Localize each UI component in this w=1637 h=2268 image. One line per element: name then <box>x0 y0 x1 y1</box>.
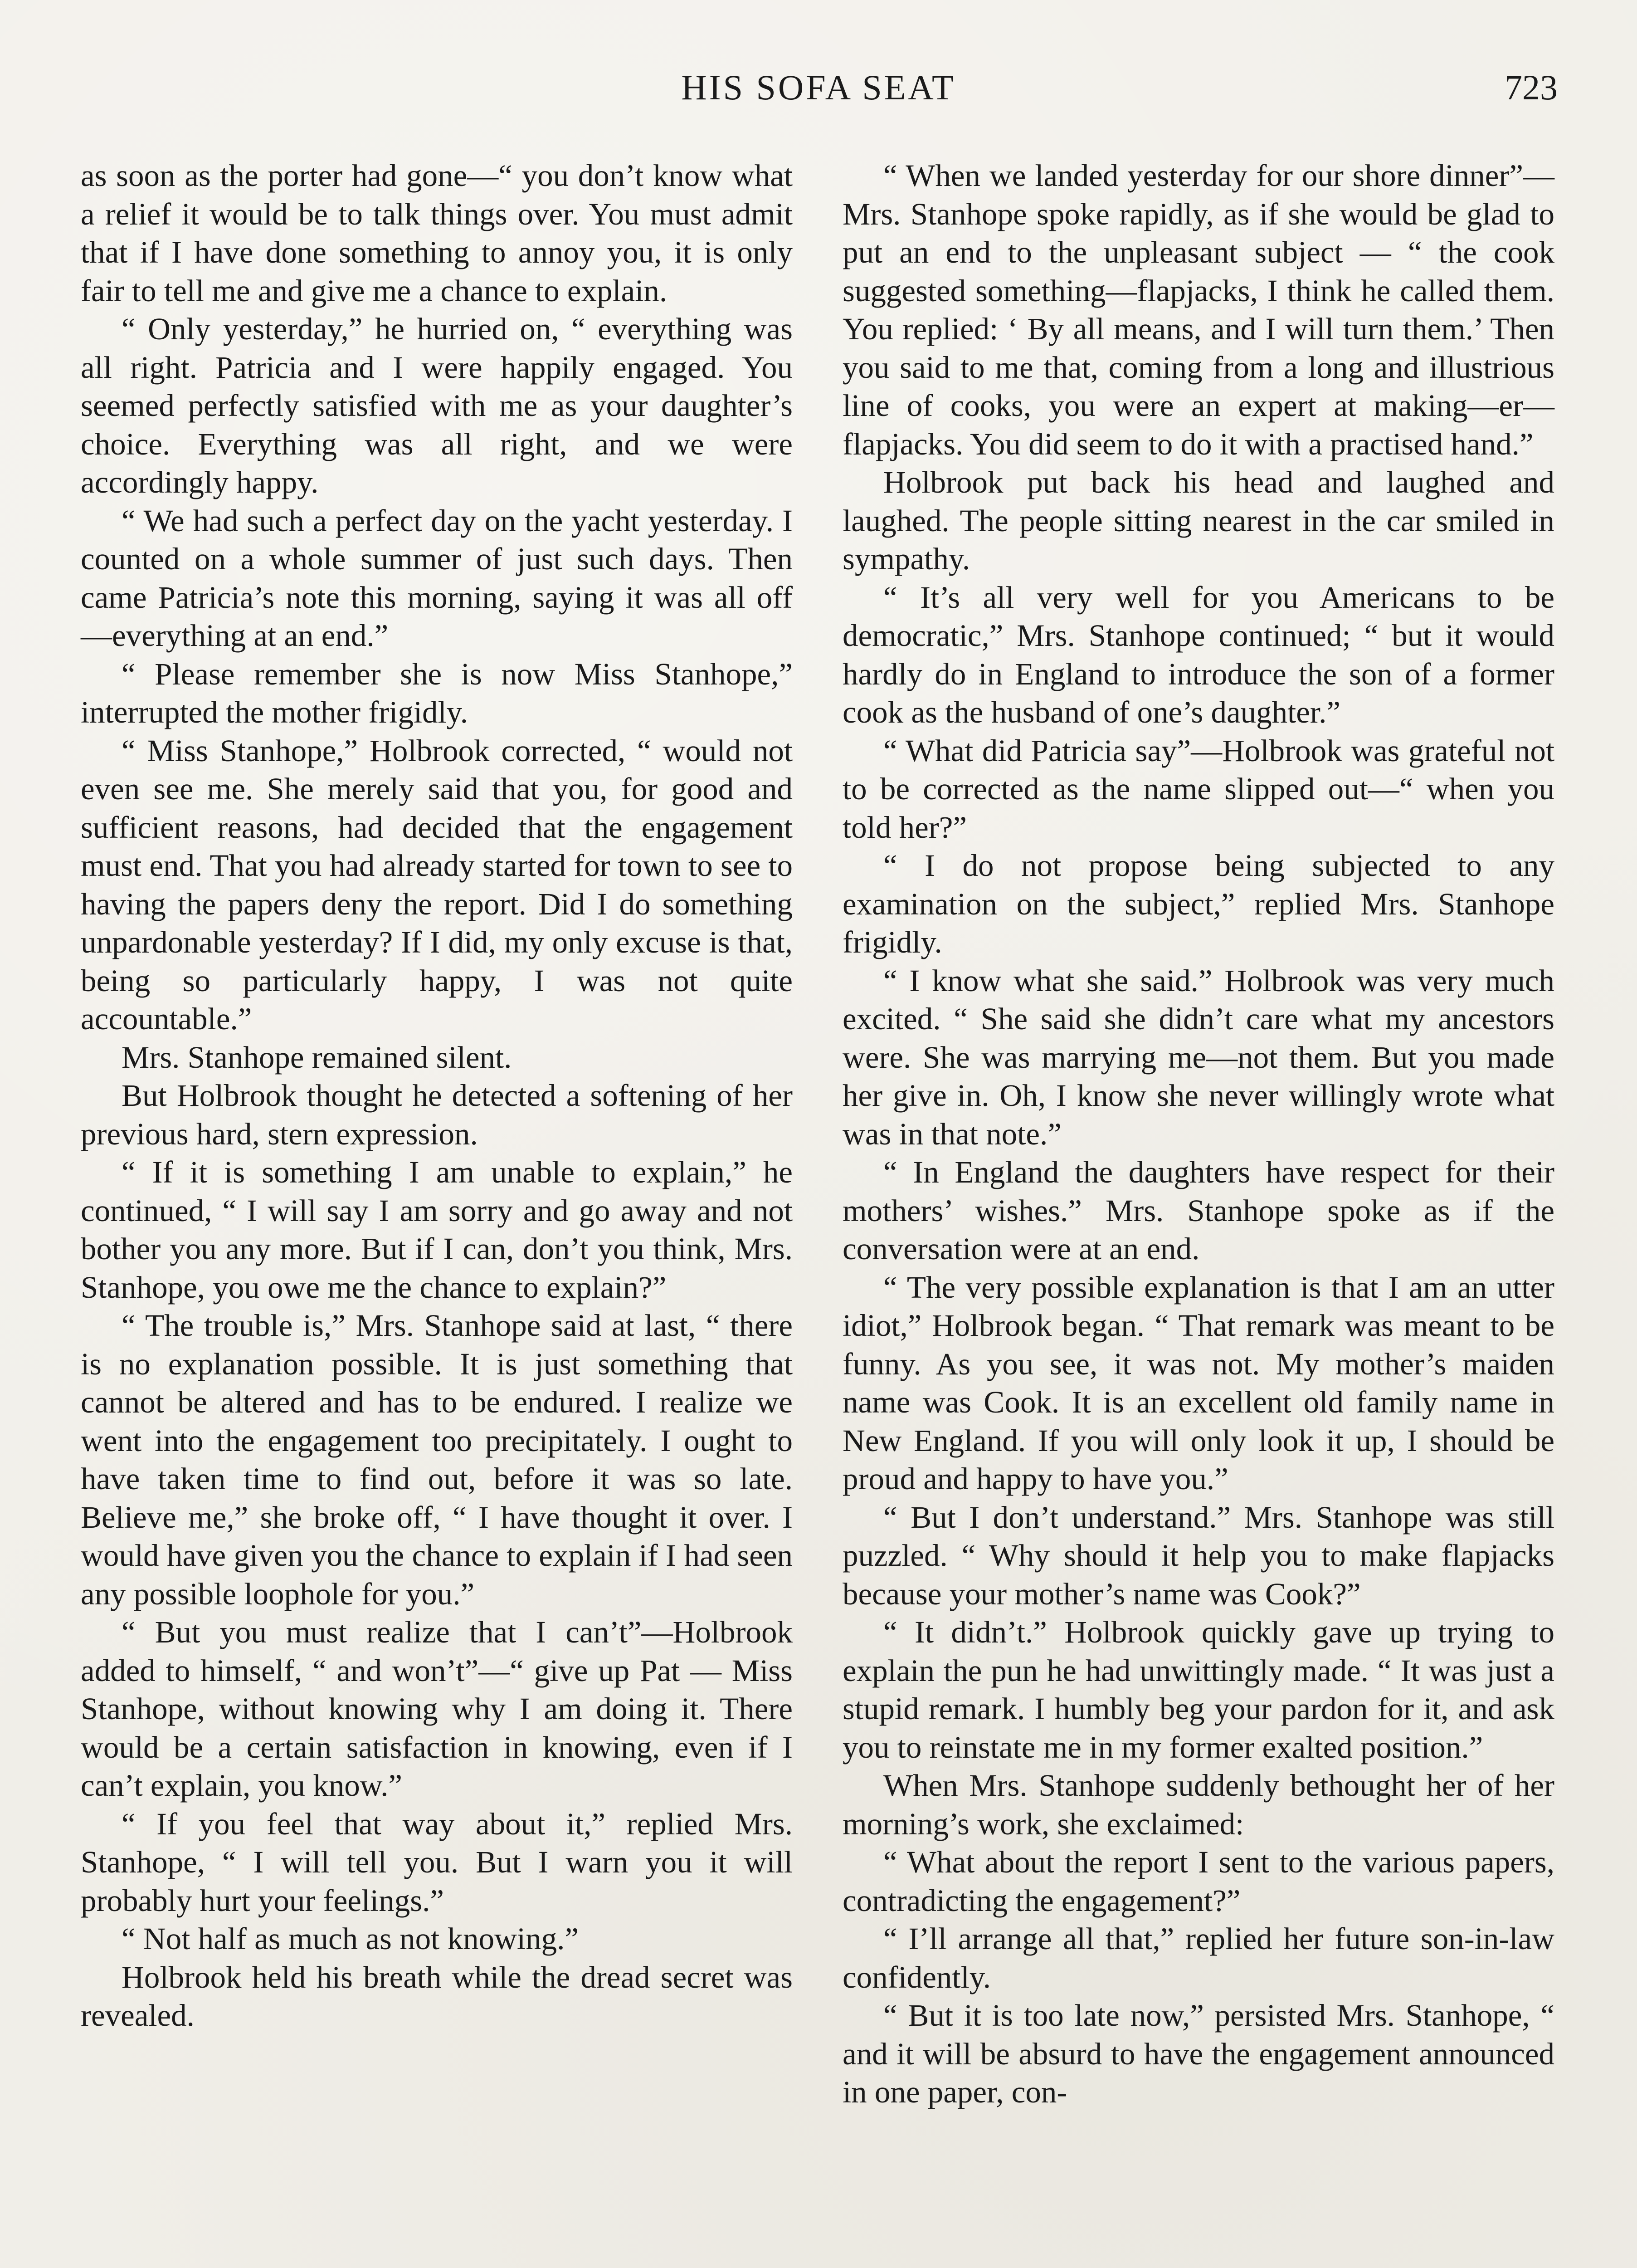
paragraph: Holbrook held his breath while the dread secret was revealed. <box>81 1960 793 2033</box>
paragraph: “ What about the report I sent to the various papers, contradicting the engagement?” <box>843 1845 1554 1918</box>
paragraph: “ What did Patricia say”—Holbrook was grateful not to be corrected as the name slipped out—“ when you told her?” <box>843 733 1554 845</box>
paragraph: “ Not half as much as not knowing.” <box>122 1921 579 1956</box>
paragraph: as soon as the porter had gone—“ you don’t know what a relief it would be to talk things over. You must admit that if I have done something to annoy you, it is only fair to tell me and give me a chance to explain. <box>81 158 793 308</box>
paragraph: “ Please remember she is now Miss Stanhope,” interrupted the mother frigidly. <box>81 656 793 729</box>
paragraph: “ In England the daughters have respect for their mothers’ wishes.” Mrs. Stanhope spoke as if the conversation were at an end. <box>843 1155 1554 1266</box>
paragraph: “ I do not propose being subjected to any examination on the subject,” replied Mrs. Stanhope frigidly. <box>843 848 1554 959</box>
paragraph: “ Miss Stanhope,” Holbrook corrected, “ would not even see me. She merely said that you, for good and sufficient reasons, had decided that the engagement must end. That you had already started for town to see to having the papers deny the report. Did I do something unpardonable yesterday? If I did, my only excuse is that, being so particularly happy, I was not quite accountable.” <box>81 733 793 1036</box>
paragraph: “ I’ll arrange all that,” replied her future son-in-law confidently. <box>843 1921 1554 1994</box>
paragraph: Holbrook put back his head and laughed and laughed. The people sitting nearest in the car smiled in sympathy. <box>843 465 1554 576</box>
page-header <box>79 67 1558 122</box>
paragraph: “ It didn’t.” Holbrook quickly gave up trying to explain the pun he had unwittingly made. “ It was just a stupid remark. I humbly beg your pardon for it, and ask you to reinstate me in my former exalted position.” <box>843 1615 1554 1765</box>
paragraph: “ When we landed yesterday for our shore dinner”—Mrs. Stanhope spoke rapidly, as if she would be glad to put an end to the unpleasant subject — “ the cook suggested something—flapjacks, I think he called them. You replied: ‘ By all means, and I will turn them.’ Then you said to me that, coming from a long and illustrious line of cooks, you were an expert at making—er—flapjacks. You did seem to do it with a practised hand.” <box>843 158 1554 461</box>
paragraph: “ The trouble is,” Mrs. Stanhope said at last, “ there is no explanation possible. It is just something that cannot be altered and has to be endured. I realize we went into the engagement too precipitately. I ought to have taken time to find out, before it was so late. Believe me,” she broke off, “ I have thought it over. I would have given you the chance to explain if I had seen any possible loophole for you.” <box>81 1308 793 1611</box>
running-title: HIS SOFA SEAT <box>681 68 956 107</box>
paragraph: “ We had such a perfect day on the yacht yesterday. I counted on a whole summer of just such days. Then came Patricia’s note this morning, saying it was all off—everything at an end.” <box>81 503 793 653</box>
right-column <box>843 156 1554 2112</box>
paragraph: “ It’s all very well for you Americans to be democratic,” Mrs. Stanhope continued; “ but it would hardly do in England to introduce the son of a former cook as the husband of one’s daughter.” <box>843 580 1554 729</box>
paragraph: But Holbrook thought he detected a softening of her previous hard, stern expression. <box>81 1078 793 1151</box>
paragraph: “ But I don’t understand.” Mrs. Stanhope was still puzzled. “ Why should it help you to make flapjacks because your mother’s name was Cook?” <box>843 1500 1554 1611</box>
paragraph: “ The very possible explanation is that I am an utter idiot,” Holbrook began. “ That remark was meant to be funny. As you see, it was not. My mother’s maiden name was Cook. It is an excellent old family name in New England. If you will only look it up, I should be proud and happy to have you.” <box>843 1270 1554 1496</box>
paragraph: “ I know what she said.” Holbrook was very much excited. “ She said she didn’t care what my ancestors were. She was marrying me—not them. But you made her give in. Oh, I know she never willingly wrote what was in that note.” <box>843 963 1554 1151</box>
page-number: 723 <box>1505 68 1558 107</box>
paragraph: Mrs. Stanhope remained silent. <box>122 1040 512 1075</box>
paragraph: “ If you feel that way about it,” replied Mrs. Stanhope, “ I will tell you. But I warn you it will probably hurt your feelings.” <box>81 1806 793 1918</box>
paragraph: “ But you must realize that I can’t”—Holbrook added to himself, “ and won’t”—“ give up Pat — Miss Stanhope, without knowing why I am doing it. There would be a certain satisfaction in knowing, even if I can’t explain, you know.” <box>81 1615 793 1803</box>
paragraph: “ But it is too late now,” persisted Mrs. Stanhope, “ and it will be absurd to have the engagement announced in one paper, con- <box>843 1998 1554 2109</box>
paragraph: “ Only yesterday,” he hurried on, “ everything was all right. Patricia and I were happily engaged. You seemed perfectly satisfied with me as your daughter’s choice. Everything was all right, and we were accordingly happy. <box>81 312 793 499</box>
left-column <box>81 156 793 2035</box>
paragraph: “ If it is something I am unable to explain,” he continued, “ I will say I am sorry and go away and not bother you any more. But if I can, don’t you think, Mrs. Stanhope, you owe me the chance to explain?” <box>81 1155 793 1305</box>
paragraph: When Mrs. Stanhope suddenly bethought her of her morning’s work, she exclaimed: <box>843 1768 1554 1841</box>
